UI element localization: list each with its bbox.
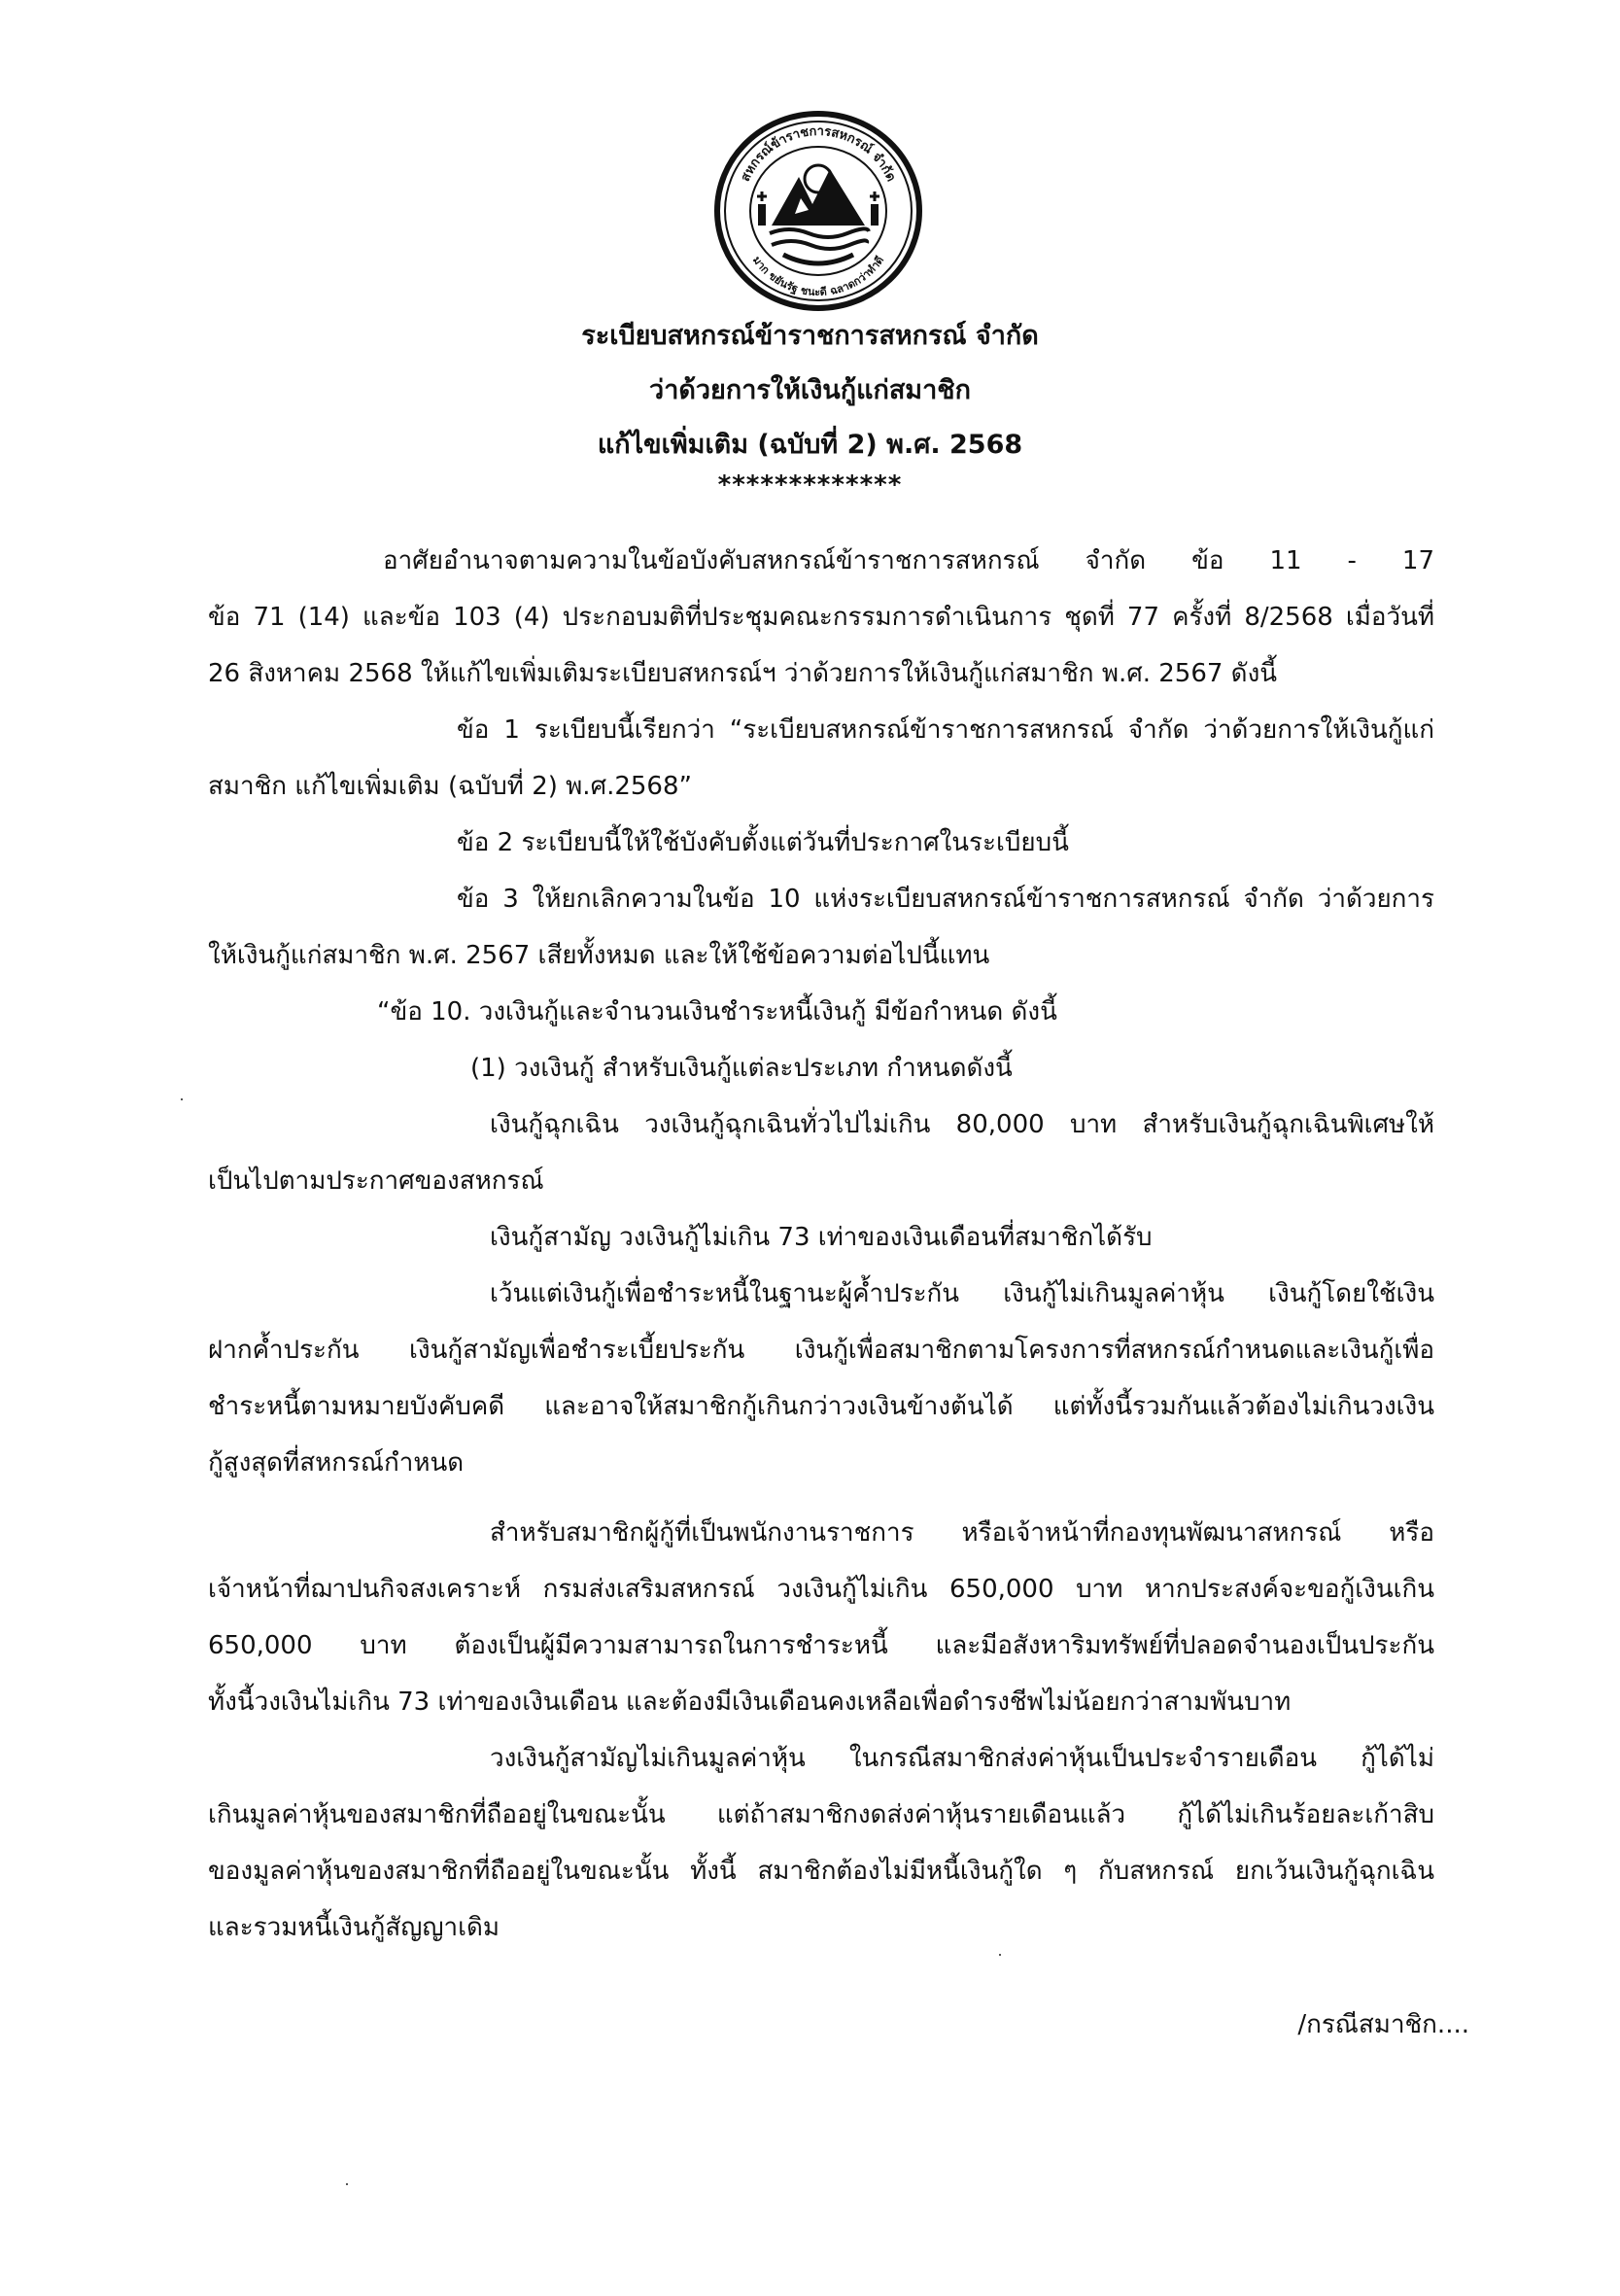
clause-3 [208, 871, 1434, 984]
emergency-loan-paragraph [208, 1096, 1434, 1209]
officials-paragraph [208, 1505, 1434, 1730]
text-line: สำหรับสมาชิกผู้กู้ที่เป็นพนักงานราชการ หรือเจ้าหน้าที่กองทุนพัฒนาสหกรณ์ หรือ [490, 1518, 1434, 1548]
continuation-note: /กรณีสมาชิก.... [1297, 2010, 1469, 2039]
text-line: (1) วงเงินกู้ สำหรับเงินกู้แต่ละประเภท กำหนดดังนี้ [470, 1054, 1013, 1083]
text-line: ข้อ 71 (14) และข้อ 103 (4) ประกอบมติที่ประชุมคณะกรรมการดำเนินการ ชุดที่ 77 ครั้งที่ 8/2568 เมื่อวันที่ [208, 603, 1434, 632]
text-line: เงินกู้สามัญ วงเงินกู้ไม่เกิน 73 เท่าของเงินเดือนที่สมาชิกได้รับ [490, 1223, 1153, 1252]
text-line: ข้อ 3 ให้ยกเลิกความในข้อ 10 แห่งระเบียบสหกรณ์ข้าราชการสหกรณ์ จำกัด ว่าด้วยการ [457, 885, 1434, 914]
text-line: กู้สูงสุดที่สหกรณ์กำหนด [208, 1448, 465, 1478]
document-body [208, 533, 1434, 1956]
text-line: ทั้งนี้วงเงินไม่เกิน 73 เท่าของเงินเดือน และต้องมีเงินเดือนคงเหลือเพื่อดำรงชีพไม่น้อยกว่าสามพันบาท [208, 1687, 1292, 1717]
text-line: 26 สิงหาคม 2568 ให้แก้ไขเพิ่มเติมระเบียบสหกรณ์ฯ ว่าด้วยการให้เงินกู้แก่สมาชิก พ.ศ. 2567 ดังนี้ [208, 659, 1278, 688]
text-line: ข้อ 1 ระเบียบนี้เรียกว่า “ระเบียบสหกรณ์ข้าราชการสหกรณ์ จำกัด ว่าด้วยการให้เงินกู้แก่ [457, 715, 1434, 745]
text-line: สมาชิก แก้ไขเพิ่มเติม (ฉบับที่ 2) พ.ศ.2568” [208, 772, 692, 801]
seal-text-bottom: มาก ขยันรัฐ ชนะดี ฉลาดกว่าทำดี [749, 254, 887, 299]
text-line: วงเงินกู้สามัญไม่เกินมูลค่าหุ้น ในกรณีสมาชิกส่งค่าหุ้นเป็นประจำรายเดือน กู้ได้ไม่ [490, 1744, 1434, 1773]
document-title: ระเบียบสหกรณ์ข้าราชการสหกรณ์ จำกัด [581, 321, 1039, 351]
text-line: เจ้าหน้าที่ฌาปนกิจสงเคราะห์ กรมส่งเสริมสหกรณ์ วงเงินกู้ไม่เกิน 650,000 บาท หากประสงค์จะขอกู้เงินเกิน [208, 1575, 1434, 1604]
clause-2 [208, 815, 1434, 871]
share-value-paragraph [208, 1730, 1434, 1956]
text-line: เงินกู้ฉุกเฉิน วงเงินกู้ฉุกเฉินทั่วไปไม่เกิน 80,000 บาท สำหรับเงินกู้ฉุกเฉินพิเศษให้ [490, 1110, 1434, 1139]
text-line: เว้นแต่เงินกู้เพื่อชำระหนี้ในฐานะผู้ค้ำประกัน เงินกู้ไม่เกินมูลค่าหุ้น เงินกู้โดยใช้เงิน [490, 1279, 1434, 1308]
seal-text-top: สหกรณ์ข้าราชการสหกรณ์ จำกัด [738, 123, 899, 185]
text-line: และรวมหนี้เงินกู้สัญญาเดิม [208, 1913, 500, 1942]
text-line: ให้เงินกู้แก่สมาชิก พ.ศ. 2567 เสียทั้งหมด และให้ใช้ข้อความต่อไปนี้แทน [208, 941, 990, 970]
scan-speck [999, 1954, 1001, 1956]
document-subtitle: ว่าด้วยการให้เงินกู้แก่สมาชิก [649, 375, 971, 405]
preamble-paragraph [208, 533, 1434, 702]
scan-speck [181, 1098, 183, 1100]
exception-paragraph [208, 1266, 1434, 1491]
document-edition: แก้ไขเพิ่มเติม (ฉบับที่ 2) พ.ศ. 2568 [597, 430, 1023, 460]
text-line: อาศัยอำนาจตามความในข้อบังคับสหกรณ์ข้าราชการสหกรณ์ จำกัด ข้อ 11 - 17 [383, 546, 1434, 575]
text-line: ของมูลค่าหุ้นของสมาชิกที่ถืออยู่ในขณะนั้น ทั้งนี้ สมาชิกต้องไม่มีหนี้เงินกู้ใด ๆ กับสหกรณ์ ยกเว้นเงินกู้ฉุกเฉิน [208, 1857, 1434, 1886]
text-line: 650,000 บาท ต้องเป็นผู้มีความสามารถในการชำระหนี้ และมีอสังหาริมทรัพย์ที่ปลอดจำนองเป็นประกัน [208, 1631, 1434, 1660]
text-line: ชำระหนี้ตามหมายบังคับคดี และอาจให้สมาชิกกู้เกินกว่าวงเงินข้างต้นได้ แต่ทั้งนี้รวมกันแล้วต้องไม่เกินวงเงิน [208, 1392, 1434, 1421]
text-line: เกินมูลค่าหุ้นของสมาชิกที่ถืออยู่ในขณะนั้น แต่ถ้าสมาชิกงดส่งค่าหุ้นรายเดือนแล้ว กู้ได้ไม่เกินร้อยละเก้าสิบ [208, 1800, 1434, 1829]
heading-separator: ************* [717, 470, 903, 500]
svg-text:มาก ขยันรัฐ ชนะดี ฉลาดกว่าทำดี [750, 254, 886, 298]
document-heading [0, 309, 1620, 472]
clause-10-title [208, 984, 1434, 1040]
ordinary-loan-paragraph [208, 1209, 1434, 1266]
text-line: ฝากค้ำประกัน เงินกู้สามัญเพื่อชำระเบี้ยประกัน เงินกู้เพื่อสมาชิกตามโครงการที่สหกรณ์กำหนดและเงินกู้เพื่อ [208, 1336, 1434, 1365]
cooperative-seal-icon [711, 109, 925, 313]
text-line: ข้อ 2 ระเบียบนี้ให้ใช้บังคับตั้งแต่วันที่ประกาศในระเบียบนี้ [457, 828, 1069, 857]
text-line: “ข้อ 10. วงเงินกู้และจำนวนเงินชำระหนี้เงินกู้ มีข้อกำหนด ดังนี้ [377, 997, 1057, 1026]
clause-10-item-1 [208, 1040, 1434, 1096]
scan-speck [346, 2183, 348, 2185]
text-line: เป็นไปตามประกาศของสหกรณ์ [208, 1166, 544, 1196]
clause-1 [208, 702, 1434, 815]
